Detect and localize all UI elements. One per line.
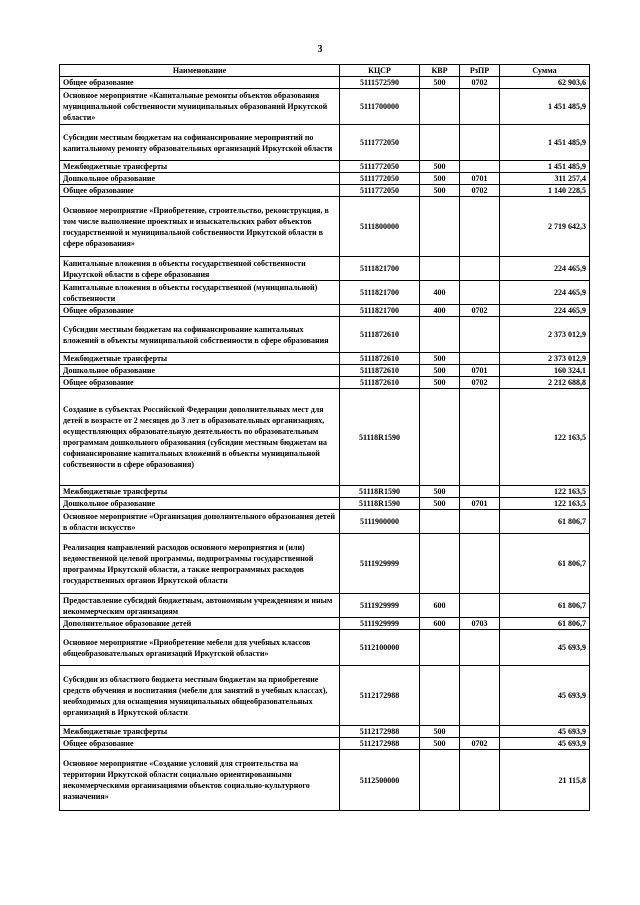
table-row	[60, 738, 590, 750]
cell-rzpr: 0702	[460, 77, 500, 89]
cell-name: Реализация направлений расходов основного мероприятия и (или) ведомственной целевой программы, подпрограммы государственной программы Иркутской области, а также непрограммных расходов государственных органов Иркутской области	[60, 534, 340, 594]
cell-kcsr: 5111821700	[340, 305, 420, 317]
cell-kvr: 500	[420, 365, 460, 377]
cell-kvr	[420, 389, 460, 486]
cell-rzpr: 0702	[460, 305, 500, 317]
cell-rzpr: 0702	[460, 377, 500, 389]
cell-rzpr	[460, 281, 500, 305]
cell-kvr: 500	[420, 726, 460, 738]
cell-name: Основное мероприятие «Приобретение мебели для учебных классов общеобразовательных организаций Иркутской области»	[60, 630, 340, 666]
table-row	[60, 281, 590, 305]
cell-sum: 61 806,7	[500, 534, 590, 594]
cell-sum: 1 451 485,9	[500, 89, 590, 125]
cell-sum: 2 373 012,9	[500, 353, 590, 365]
table-row	[60, 377, 590, 389]
cell-rzpr	[460, 317, 500, 353]
cell-kcsr: 51118R1590	[340, 498, 420, 510]
cell-rzpr	[460, 353, 500, 365]
cell-sum: 122 163,5	[500, 498, 590, 510]
cell-rzpr	[460, 197, 500, 257]
header-sum: Сумма	[500, 65, 590, 77]
cell-name: Основное мероприятие «Создание условий для строительства на территории Иркутской области социально ориентированными некоммерческими организациями объектов социально-культурного назначения»	[60, 750, 340, 811]
cell-name: Капитальные вложения в объекты государственной собственности Иркутской области в сфере образования	[60, 257, 340, 281]
cell-kvr	[420, 750, 460, 811]
cell-name: Межбюджетные трансферты	[60, 161, 340, 173]
cell-rzpr: 0702	[460, 185, 500, 197]
cell-rzpr: 0703	[460, 618, 500, 630]
cell-sum: 2 212 688,8	[500, 377, 590, 389]
cell-name: Межбюджетные трансферты	[60, 726, 340, 738]
table-row	[60, 750, 590, 811]
cell-kvr	[420, 257, 460, 281]
cell-name: Основное мероприятие «Приобретение, строительство, реконструкция, в том числе выполнение проектных и изыскательских работ объектов государственной и муниципальной собственности Иркутской области в сфере образования»	[60, 197, 340, 257]
cell-kvr: 400	[420, 281, 460, 305]
cell-rzpr	[460, 726, 500, 738]
cell-rzpr: 0702	[460, 738, 500, 750]
cell-kvr	[420, 666, 460, 726]
table-row	[60, 389, 590, 486]
cell-kvr	[420, 125, 460, 161]
cell-sum: 61 806,7	[500, 618, 590, 630]
table-row	[60, 510, 590, 534]
cell-sum: 45 693,9	[500, 630, 590, 666]
cell-name: Капитальные вложения в объекты государственной (муниципальной) собственности	[60, 281, 340, 305]
cell-kvr: 500	[420, 173, 460, 185]
table-row	[60, 161, 590, 173]
header-rzpr: РзПР	[460, 65, 500, 77]
cell-sum: 61 806,7	[500, 510, 590, 534]
table-row	[60, 125, 590, 161]
cell-name: Создание в субъектах Российской Федерации дополнительных мест для детей в возрасте от 2 месяцев до 3 лет в образовательных организациях, осуществляющих образовательную деятельность по образовательным программам дошкольного образования (субсидии местным бюджетам на софинансирование капитальных вложений в объекты муниципальной собственности в сфере образования)	[60, 389, 340, 486]
cell-kvr	[420, 197, 460, 257]
cell-kcsr: 5111821700	[340, 281, 420, 305]
cell-name: Субсидии местным бюджетам на софинансирование капитальных вложений в объекты муниципальной собственности в сфере образования	[60, 317, 340, 353]
cell-kcsr: 5112500000	[340, 750, 420, 811]
cell-sum: 45 693,9	[500, 738, 590, 750]
cell-sum: 21 115,8	[500, 750, 590, 811]
cell-rzpr	[460, 534, 500, 594]
table-row	[60, 594, 590, 618]
cell-name: Общее образование	[60, 77, 340, 89]
cell-name: Субсидии из областного бюджета местным бюджетам на приобретение средств обучения и воспитания (мебели для занятий в учебных классах), необходимых для оснащения муниципальных общеобразовательных организаций в Иркутской области	[60, 666, 340, 726]
cell-name: Межбюджетные трансферты	[60, 353, 340, 365]
header-kvr: КВР	[420, 65, 460, 77]
cell-sum: 45 693,9	[500, 726, 590, 738]
cell-kcsr: 5111772050	[340, 125, 420, 161]
cell-kvr: 500	[420, 486, 460, 498]
cell-kcsr: 5111929999	[340, 594, 420, 618]
table-row	[60, 726, 590, 738]
cell-kcsr: 5111872610	[340, 365, 420, 377]
cell-kcsr: 5111872610	[340, 377, 420, 389]
table-row	[60, 498, 590, 510]
cell-sum: 160 324,1	[500, 365, 590, 377]
cell-name: Общее образование	[60, 305, 340, 317]
cell-name: Общее образование	[60, 185, 340, 197]
cell-sum: 122 163,5	[500, 486, 590, 498]
cell-kvr: 500	[420, 161, 460, 173]
cell-rzpr	[460, 666, 500, 726]
cell-sum: 45 693,9	[500, 666, 590, 726]
cell-sum: 311 257,4	[500, 173, 590, 185]
cell-sum: 224 465,9	[500, 281, 590, 305]
cell-kcsr: 5111872610	[340, 353, 420, 365]
cell-kvr: 600	[420, 618, 460, 630]
cell-rzpr	[460, 486, 500, 498]
cell-kcsr: 5111929999	[340, 618, 420, 630]
cell-rzpr	[460, 257, 500, 281]
table-row	[60, 618, 590, 630]
header-kcsr: КЦСР	[340, 65, 420, 77]
table-row	[60, 317, 590, 353]
cell-rzpr: 0701	[460, 498, 500, 510]
cell-rzpr	[460, 389, 500, 486]
cell-name: Основное мероприятие «Организация дополнительного образования детей в области искусств»	[60, 510, 340, 534]
cell-kcsr: 5111800000	[340, 197, 420, 257]
cell-rzpr	[460, 89, 500, 125]
cell-kvr	[420, 630, 460, 666]
cell-name: Дошкольное образование	[60, 173, 340, 185]
cell-kcsr: 5111572590	[340, 77, 420, 89]
table-row	[60, 197, 590, 257]
cell-rzpr	[460, 594, 500, 618]
cell-kcsr: 5111772050	[340, 173, 420, 185]
cell-name: Дополнительное образование детей	[60, 618, 340, 630]
cell-kvr	[420, 317, 460, 353]
cell-kcsr: 5112172988	[340, 666, 420, 726]
cell-name: Дошкольное образование	[60, 365, 340, 377]
cell-name: Общее образование	[60, 738, 340, 750]
cell-kcsr: 51118R1590	[340, 389, 420, 486]
cell-kvr: 600	[420, 594, 460, 618]
cell-sum: 224 465,9	[500, 257, 590, 281]
table-row	[60, 185, 590, 197]
table-row	[60, 534, 590, 594]
cell-sum: 1 451 485,9	[500, 125, 590, 161]
cell-name: Основное мероприятие «Капитальные ремонты объектов образования муниципальной собственности муниципальных образований Иркутской области»	[60, 89, 340, 125]
cell-sum: 1 451 485,9	[500, 161, 590, 173]
cell-rzpr	[460, 125, 500, 161]
cell-name: Общее образование	[60, 377, 340, 389]
table-row	[60, 486, 590, 498]
table-row	[60, 305, 590, 317]
cell-rzpr	[460, 161, 500, 173]
cell-rzpr	[460, 750, 500, 811]
cell-kvr: 500	[420, 185, 460, 197]
table-row	[60, 666, 590, 726]
table-row	[60, 77, 590, 89]
cell-sum: 61 806,7	[500, 594, 590, 618]
table-body	[60, 77, 590, 811]
cell-kcsr: 5111700000	[340, 89, 420, 125]
cell-sum: 2 373 012,9	[500, 317, 590, 353]
cell-sum: 62 903,6	[500, 77, 590, 89]
cell-rzpr: 0701	[460, 365, 500, 377]
cell-kcsr: 5111929999	[340, 534, 420, 594]
cell-kvr: 500	[420, 738, 460, 750]
table-row	[60, 353, 590, 365]
page-number: 3	[317, 44, 323, 55]
table-row	[60, 173, 590, 185]
cell-kcsr: 51118R1590	[340, 486, 420, 498]
cell-rzpr	[460, 510, 500, 534]
cell-sum: 122 163,5	[500, 389, 590, 486]
table-row	[60, 257, 590, 281]
cell-kcsr: 5111772050	[340, 161, 420, 173]
cell-kvr: 500	[420, 498, 460, 510]
cell-kvr	[420, 534, 460, 594]
cell-kcsr: 5112100000	[340, 630, 420, 666]
table-row	[60, 365, 590, 377]
budget-table	[59, 64, 590, 811]
cell-kcsr: 5112172988	[340, 738, 420, 750]
cell-name: Межбюджетные трансферты	[60, 486, 340, 498]
table-header-row	[60, 65, 590, 77]
cell-rzpr: 0701	[460, 173, 500, 185]
cell-sum: 224 465,9	[500, 305, 590, 317]
cell-kcsr: 5111821700	[340, 257, 420, 281]
cell-kvr: 500	[420, 77, 460, 89]
cell-kcsr: 5111772050	[340, 185, 420, 197]
cell-name: Дошкольное образование	[60, 498, 340, 510]
cell-kcsr: 5111900000	[340, 510, 420, 534]
cell-kvr	[420, 510, 460, 534]
cell-kcsr: 5112172988	[340, 726, 420, 738]
cell-name: Субсидии местным бюджетам на софинансирование мероприятий по капитальному ремонту образовательных организаций Иркутской области	[60, 125, 340, 161]
cell-kcsr: 5111872610	[340, 317, 420, 353]
cell-rzpr	[460, 630, 500, 666]
cell-kvr: 400	[420, 305, 460, 317]
cell-kvr	[420, 89, 460, 125]
cell-sum: 2 719 642,3	[500, 197, 590, 257]
header-name: Наименование	[60, 65, 340, 77]
table-row	[60, 89, 590, 125]
table-row	[60, 630, 590, 666]
cell-kvr: 500	[420, 353, 460, 365]
cell-name: Предоставление субсидий бюджетным, автономным учреждениям и иным некоммерческим организациям	[60, 594, 340, 618]
cell-sum: 1 140 228,5	[500, 185, 590, 197]
cell-kvr: 500	[420, 377, 460, 389]
